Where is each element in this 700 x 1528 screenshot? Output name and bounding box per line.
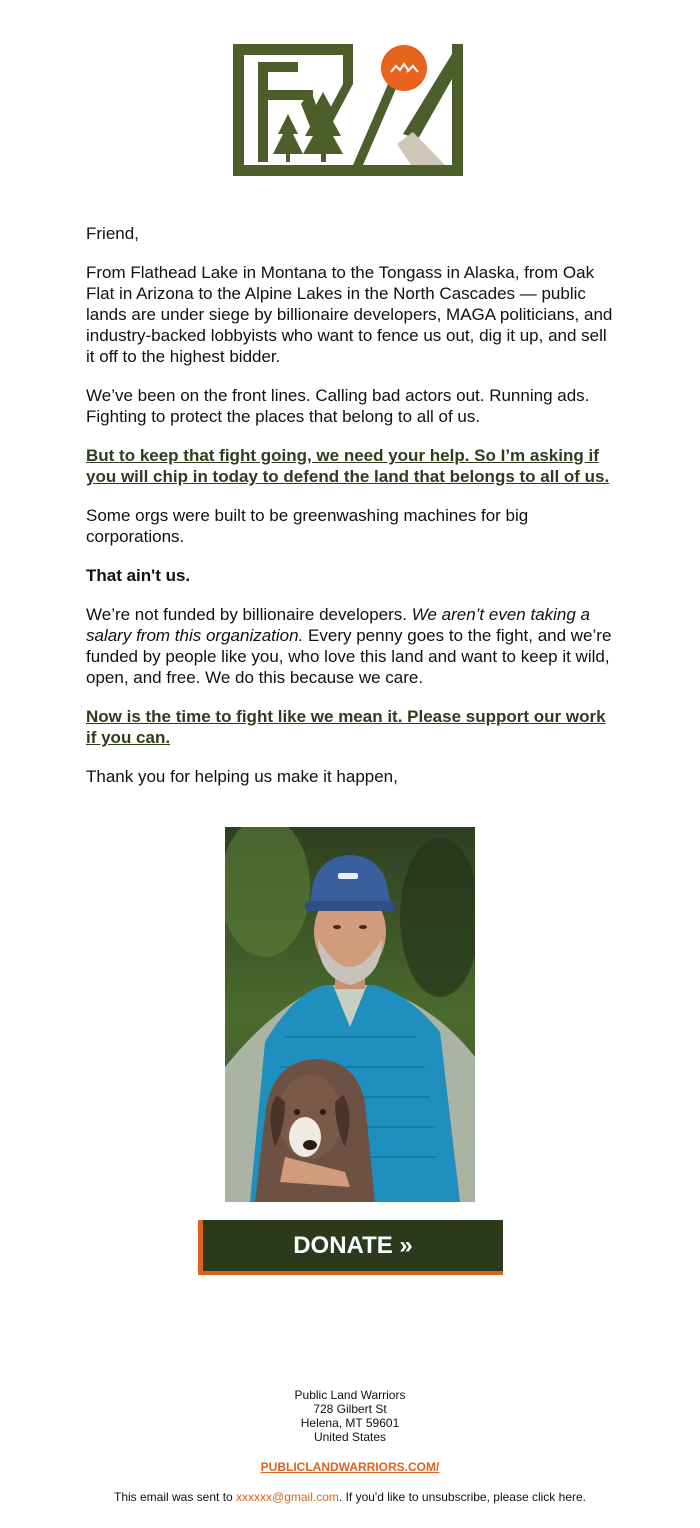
footer-website-row bbox=[0, 1460, 700, 1474]
recipient-email: xxxxxx@gmail.com bbox=[236, 1490, 339, 1504]
website-link[interactable]: PUBLICLANDWARRIORS.COM/ bbox=[260, 1460, 440, 1474]
footer-unsubscribe-row bbox=[0, 1490, 700, 1504]
paragraph-front-lines: We’ve been on the front lines. Calling bad actors out. Running ads. Fighting to protect the places that belong to all of us. bbox=[86, 386, 590, 426]
funding-text-emphasis: We aren’t even taking a salary from this organization. bbox=[86, 605, 591, 645]
donate-button[interactable]: DONATE » bbox=[198, 1220, 503, 1275]
donate-link-support[interactable]: Now is the time to fight like we mean it. Please support our work if you can. bbox=[86, 707, 606, 747]
sent-to-prefix: This email was sent to bbox=[113, 1490, 237, 1504]
footer-street: 728 Gilbert St bbox=[313, 1402, 387, 1416]
footer-country: United States bbox=[313, 1430, 387, 1444]
letter-body bbox=[86, 223, 616, 805]
funding-text-b: Every penny goes to the fight, and we’re funded by people like you, who love this land and want to keep it wild, open, and free. We do this because we care. bbox=[86, 626, 612, 687]
public-land-warriors-logo bbox=[233, 44, 463, 176]
footer-address bbox=[0, 1388, 700, 1444]
footer-org-name: Public Land Warriors bbox=[294, 1388, 406, 1402]
founder-with-dog-image bbox=[225, 827, 475, 1202]
paragraph-that-aint-us: That ain't us. bbox=[86, 566, 191, 585]
paragraph-greenwashing: Some orgs were built to be greenwashing machines for big corporations. bbox=[86, 506, 529, 546]
signoff: Thank you for helping us make it happen, bbox=[86, 767, 398, 786]
donate-link-help[interactable]: But to keep that fight going, we need your help. So I’m asking if you will chip in today to defend the land that belongs to all of us. bbox=[86, 446, 610, 486]
funding-text-a: We’re not funded by billionaire developers. bbox=[86, 605, 412, 624]
paragraph-funding bbox=[86, 604, 616, 688]
greeting: Friend, bbox=[86, 224, 139, 243]
founder-photo bbox=[225, 827, 475, 1202]
paragraph-threat: From Flathead Lake in Montana to the Tongass in Alaska, from Oak Flat in Arizona to the Alpine Lakes in the North Cascades — public lands are under siege by billionaire developers, MAGA politicians, and industry-backed lobbyists who want to fence us out, dig it up, and sell it off to the highest bidder. bbox=[86, 263, 613, 366]
unsubscribe-text[interactable]: . If you'd like to unsubscribe, please click here. bbox=[338, 1490, 586, 1504]
footer-city: Helena, MT 59601 bbox=[300, 1416, 400, 1430]
